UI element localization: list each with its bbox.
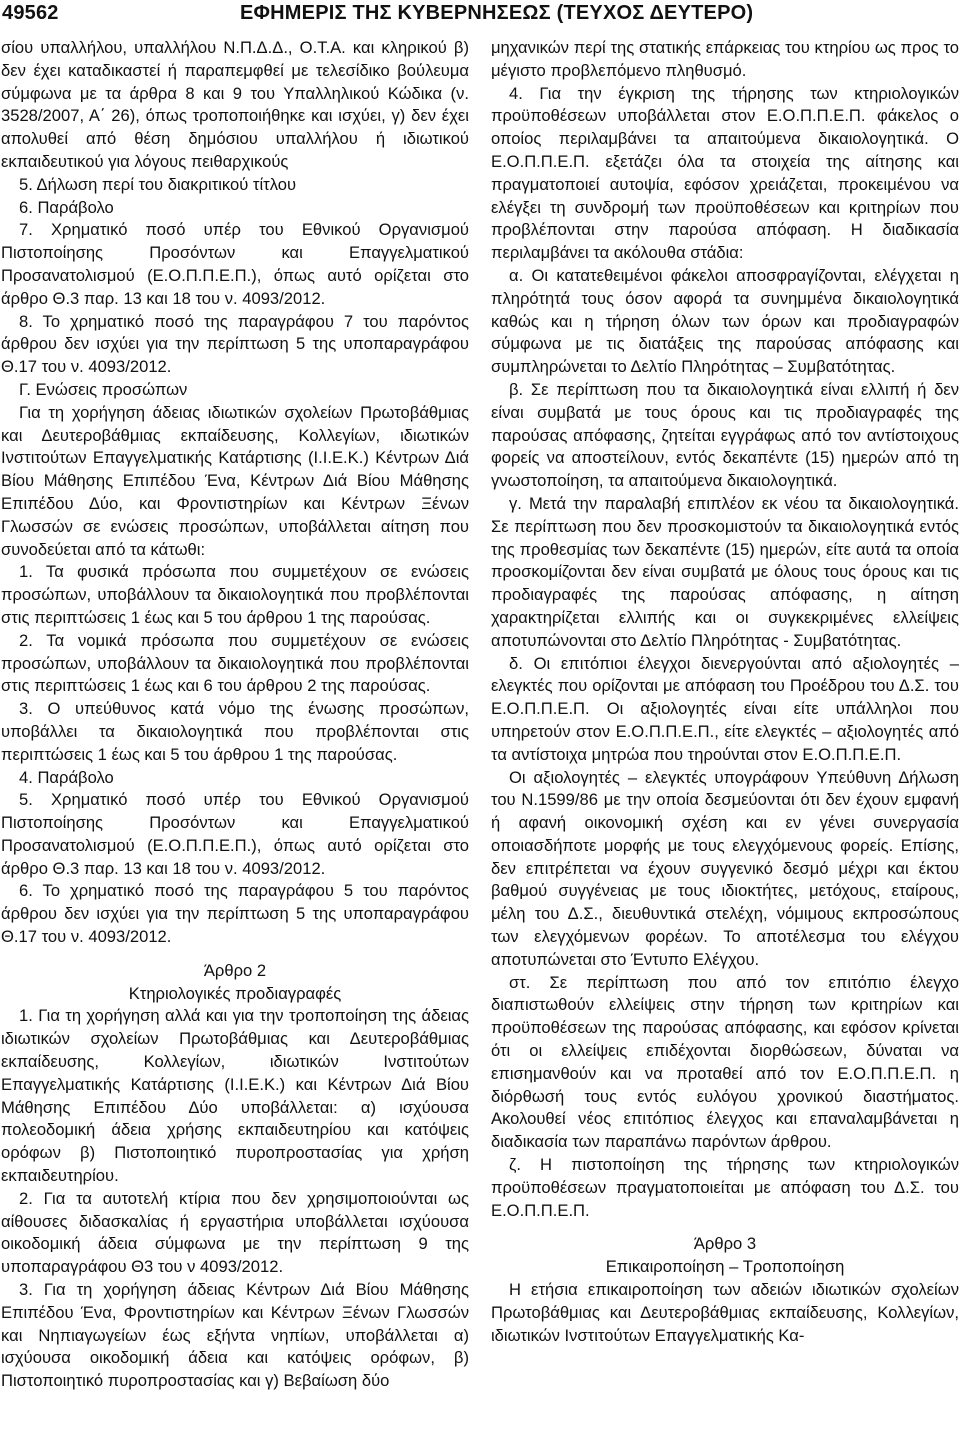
list-item: 7. Χρηματικό ποσό υπέρ του Εθνικού Οργανισμού Πιστοποίησης Προσόντων και Επαγγελματικού Προσανατολισμού (Ε.Ο.Π.Π.Ε.Π.), όπως αυτό ορίζεται στο άρθρο Θ.3 παρ. 13 και 18 του ν. 4093/2012. [1, 220, 469, 308]
list-item: 1. Για τη χορήγηση αλλά και για την τροποποίηση της άδειας ιδιωτικών σχολείων Πρωτοβάθμιας και Δευτεροβάθμιας εκπαίδευσης, Κολλεγίων, ιδιωτικών Ινστιτούτων Επαγγελματικής Κατάρτισης (Ι.Ι.Ε.Κ.) και Κέντρων Διά Βίου Μάθησης Επιπέδου Δύο υποβάλλεται: α) ισχύουσα πολεοδομική άδεια χρήσης εκπαιδευτηρίου και κατόψεις ορόφων β) Πιστοποιητικό πυροπροστασίας για χρήση εκπαιδευτηρίου. [1, 1006, 469, 1186]
paragraph: Οι αξιολογητές – ελεγκτές υπογράφουν Υπεύθυνη Δήλωση του Ν.1599/86 με την οποία δεσμεύονται ότι δεν έχουν εμφανή ή αφανή οικονομική σχέση και εν γένει συνεργασία οποιασδήποτε μορφής με τους ελεγχόμενους φορείς. Επίσης, δεν επιτρέπεται να έχουν συγγενικό δεσμό μέχρι και έκτου βαθμού συγγένειας με τους ιδιοκτήτες, μετόχους, εταίρους, μέλη του Δ.Σ., διευθυντικά στελέχη, νόμιμους εκπροσώπους των ελεγχόμενων φορέων. Το αποτέλεσμα του ελέγχου αποτυπώνεται στο Έντυπο Ελέγχου. [491, 767, 959, 969]
gazette-title: ΕΦΗΜΕΡΙΣ ΤΗΣ ΚΥΒΕΡΝΗΣΕΩΣ (ΤΕΥΧΟΣ ΔΕΥΤΕΡΟ) [240, 2, 754, 24]
paragraph: σίου υπαλλήλου, υπαλλήλου Ν.Π.Δ.Δ., Ο.Τ.Α. και κληρικού β) δεν έχει καταδικαστεί ή παραπεμφθεί με τελεσίδικο βούλευμα σύμφωνα με τα άρθρα 8 και 9 του Υπαλληλικού Κώδικα (ν. 3528/2007, Α΄ 26), όπως τροποποιήθηκε και ισχύει, γ) δεν έχει απολυθεί από θέση δημόσιου υπαλλήλου ή ιδιωτικού εκπαιδευτικού για λόγους πειθαρχικούς [1, 38, 469, 171]
list-item: δ. Οι επιτόπιοι έλεγχοι διενεργούνται από αξιολογητές – ελεγκτές που ορίζονται με απόφαση του Προέδρου του Δ.Σ. του Ε.Ο.Π.Π.Ε.Π. Οι αξιολογητές είναι είτε υπάλληλοι που υπηρετούν στον Ε.Ο.Π.Π.Ε.Π., είτε ελεγκτές – αξιολογητές από τα αντίστοιχα μητρώα που τηρούνται στον Ε.Ο.Π.Π.Ε.Π. [491, 653, 959, 764]
paragraph: Η ετήσια επικαιροποίηση των αδειών ιδιωτικών σχολείων Πρωτοβάθμιας και Δευτεροβάθμιας εκπαίδευσης, Κολλεγίων, ιδιωτικών Ινστιτούτων Επαγγελματικής Κα- [491, 1280, 959, 1345]
article-heading: Άρθρο 3 [693, 1234, 757, 1254]
list-item: 1. Τα φυσικά πρόσωπα που συμμετέχουν σε ενώσεις προσώπων, υποβάλλουν τα δικαιολογητικά που προβλέπονται στις περιπτώσεις 1 έως και 5 του άρθρου 1 της παρούσας. [1, 562, 469, 627]
list-item: ζ. Η πιστοποίηση της τήρησης των κτηριολογικών προϋποθέσεων πραγματοποιείται με απόφαση του Δ.Σ. του Ε.Ο.Π.Π.Ε.Π. [491, 1155, 959, 1220]
section-heading: Γ. Ενώσεις προσώπων [19, 379, 188, 399]
right-column [491, 37, 959, 1347]
list-item: 6. Το χρηματικό ποσό της παραγράφου 5 του παρόντος άρθρου δεν ισχύει για την περίπτωση 5 της υποπαραγράφου Θ.17 του ν. 4093/2012. [1, 881, 469, 947]
list-item: 4. Παράβολο [19, 767, 114, 787]
list-item: 3. Ο υπεύθυνος κατά νόμο της ένωσης προσώπων, υποβάλλει τα δικαιολογητικά που προβλέπονται στις περιπτώσεις 1 έως και 5 του άρθρου 1 της παρούσας. [1, 699, 469, 764]
article-subtitle: Επικαιροποίηση – Τροποποίηση [605, 1257, 845, 1277]
page-number: 49562 [2, 2, 59, 24]
list-item: 6. Παράβολο [19, 197, 114, 217]
paragraph: Για τη χορήγηση άδειας ιδιωτικών σχολείων Πρωτοβάθμιας και Δευτεροβάθμιας εκπαίδευσης, Κολλεγίων, ιδιωτικών Ινστιτούτων Επαγγελματικής Κατάρτισης (Ι.Ι.Ε.Κ.) Κέντρων Διά Βίου Μάθησης Επιπέδου Ένα, Κέντρων Διά Βίου Μάθησης Επιπέδου Δύο, και Φροντιστηρίων και Κέντρων Ξένων Γλωσσών σε ενώσεις προσώπων, υποβάλλεται αίτηση που συνοδεύεται από τα κάτωθι: [1, 402, 469, 559]
article-subtitle: Κτηριολογικές προδιαγραφές [128, 983, 342, 1003]
list-item: β. Σε περίπτωση που τα δικαιολογητικά είναι ελλιπή ή δεν είναι συμβατά με τους όρους και τις προδιαγραφές της παρούσας απόφασης, ζητείται εγγράφως από τον αντίστοιχους φορείς να αποστείλουν, εντός δεκαπέντε (15) ημερών από τη γνωστοποίηση, τα απαιτούμενα δικαιολογητικά. [491, 379, 959, 491]
list-item: 5. Χρηματικό ποσό υπέρ του Εθνικού Οργανισμού Πιστοποίησης Προσόντων και Επαγγελματικού Προσανατολισμού (Ε.Ο.Π.Π.Ε.Π.), όπως αυτό ορίζεται στο άρθρο Θ.3 παρ. 13 και 18 του ν. 4093/2012. [1, 790, 469, 878]
list-item: 2. Για τα αυτοτελή κτίρια που δεν χρησιμοποιούνται ως αίθουσες διδασκαλίας ή εργαστήρια υποβάλλεται ισχύουσα οικοδομική άδεια σύμφωνα με την περίπτωση 9 της υποπαραγράφου Θ3 του ν 4093/2012. [1, 1188, 469, 1277]
list-item: 4. Για την έγκριση της τήρησης των κτηριολογικών προϋποθέσεων υποβάλλεται στον Ε.Ο.Π.Π.Ε.Π. φάκελος ο οποίος περιλαμβάνει τα απαιτούμενα δικαιολογητικά. Ο Ε.Ο.Π.Π.Ε.Π. εξετάζει όλα τα στοιχεία της αίτησης και πραγματοποιεί αυτοψία, εφόσον χρειάζεται, προκειμένου να ελέγξει τη συνδρομή των προϋποθέσεων και κριτηρίων που προβλέπονται στην παρούσα απόφαση. Η διαδικασία περιλαμβάνει τα ακόλουθα στάδια: [491, 83, 959, 263]
list-item: 2. Τα νομικά πρόσωπα που συμμετέχουν σε ενώσεις προσώπων, υποβάλλουν τα δικαιολογητικά που προβλέπονται στις περιπτώσεις 1 έως και 6 του άρθρου 2 της παρούσας. [1, 630, 469, 696]
paragraph: μηχανικών περί της στατικής επάρκειας του κτηρίου ως προς το μέγιστο προβλεπόμενο πληθυσμό. [491, 38, 959, 80]
list-item: γ. Μετά την παραλαβή επιπλέον εκ νέου τα δικαιολογητικά. Σε περίπτωση που δεν προσκομιστούν τα δικαιολογητικά εντός της προθεσμίας των δεκαπέντε (15) ημερών, είτε αυτά τα οποία προσκομίζονται δεν είναι συμβατά με όλους τους όρους και τις προδιαγραφές της παρούσας απόφασης, η αίτηση χαρακτηρίζεται ελλιπής και οι συγκεκριμένες ελλείψεις αποτυπώνονται στο Δελτίο Πληρότητας - Συμβατότητας. [491, 493, 959, 650]
page-header [0, 0, 960, 40]
list-item: 5. Δήλωση περί του διακριτικού τίτλου [19, 174, 297, 194]
list-item: 8. Το χρηματικό ποσό της παραγράφου 7 του παρόντος άρθρου δεν ισχύει για την περίπτωση 5 της υποπαραγράφου Θ.17 του ν. 4093/2012. [1, 311, 469, 377]
list-item: στ. Σε περίπτωση που από τον επιτόπιο έλεγχο διαπιστωθούν ελλείψεις στην τήρηση των κριτηρίων και προϋποθέσεων της παρούσας απόφασης, και εφόσον κρίνεται ότι οι ελλείψεις επιδέχονται διορθώσεων, δύναται να επισημανθούν και να προταθεί από τον Ε.Ο.Π.Π.Ε.Π. η διόρθωσή τους εντός ευλόγου χρονικού διαστήματος. Ακολουθεί νέος επιτόπιος έλεγχος και επαναλαμβάνεται η διαδικασία των παραπάνω παρόντων άρθρου. [491, 972, 959, 1152]
article-heading: Άρθρο 2 [203, 960, 267, 980]
list-item: 3. Για τη χορήγηση άδειας Κέντρων Διά Βίου Μάθησης Επιπέδου Ένα, Φροντιστηρίων και Κέντρων Ξένων Γλωσσών και Νηπιαγωγείων έως εξήντα νηπίων, υποβάλλεται α) ισχύουσα οικοδομική άδεια και κατόψεις ορόφων, β) Πιστοποιητικό πυροπροστασίας και γ) Βεβαίωση δύο [1, 1280, 469, 1391]
list-item: α. Οι κατατεθειμένοι φάκελοι αποσφραγίζονται, ελέγχεται η πληρότητά τους όσον αφορά τα συνημμένα δικαιολογητικά καθώς και η τήρηση όλων των όρων και προδιαγραφών σύμφωνα με τις διατάξεις της παρούσας απόφασης και συμπληρώνεται το Δελτίο Πληρότητας – Συμβατότητας. [491, 265, 959, 377]
left-column [1, 37, 469, 1393]
